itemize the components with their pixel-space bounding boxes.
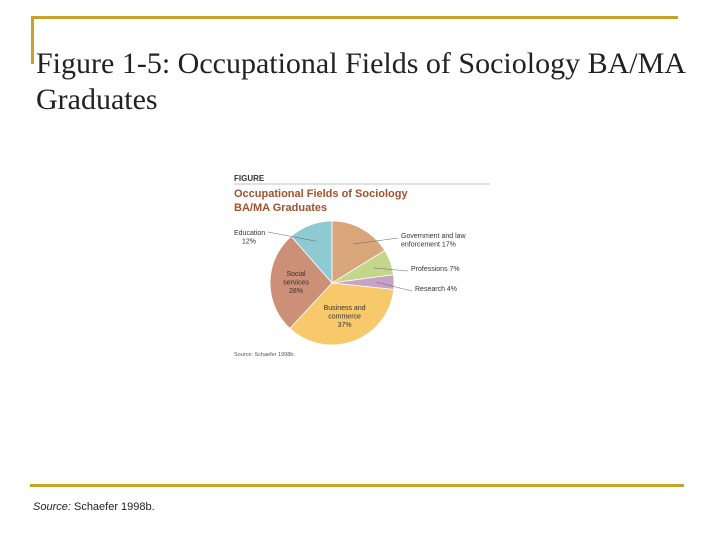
slice-label-government-and-law-enforcement-1: Government and law xyxy=(401,233,466,240)
slice-label-social-services-2: services xyxy=(283,279,309,287)
left-accent-rule xyxy=(31,16,34,64)
figure-label: FIGURE xyxy=(234,174,265,183)
source-text: Schaefer 1998b. xyxy=(70,501,155,513)
slide-source-note xyxy=(33,501,155,513)
top-accent-rule xyxy=(32,16,678,19)
slice-label-social-services-1: Social xyxy=(286,271,306,278)
slide-title: Figure 1-5: Occupational Fields of Sociology BA/MA Graduates xyxy=(36,47,685,116)
slice-label-business-and-commerce-3: 37% xyxy=(337,322,352,330)
slice-label-social-services-3: 28% xyxy=(288,288,304,295)
slice-label-research-1: Research 4% xyxy=(415,286,458,293)
pie-chart-figure xyxy=(222,165,494,365)
source-prefix: Source: xyxy=(33,501,71,513)
slice-label-business-and-commerce-1: Business and xyxy=(323,305,366,313)
slice-label-education-2: 12% xyxy=(242,238,257,246)
figure-source: Source: Schaefer 1998b. xyxy=(234,352,295,358)
chart-title-line-1: Occupational Fields of Sociology xyxy=(234,188,408,200)
slice-label-education-1: Education xyxy=(234,230,266,237)
slice-label-business-and-commerce-2: commerce xyxy=(328,313,361,321)
slice-label-government-and-law-enforcement-2: enforcement 17% xyxy=(401,241,456,249)
chart-title-line-2: BA/MA Graduates xyxy=(234,202,328,214)
bottom-accent-rule xyxy=(30,484,684,487)
slice-label-professions-1: Professions 7% xyxy=(411,266,460,273)
